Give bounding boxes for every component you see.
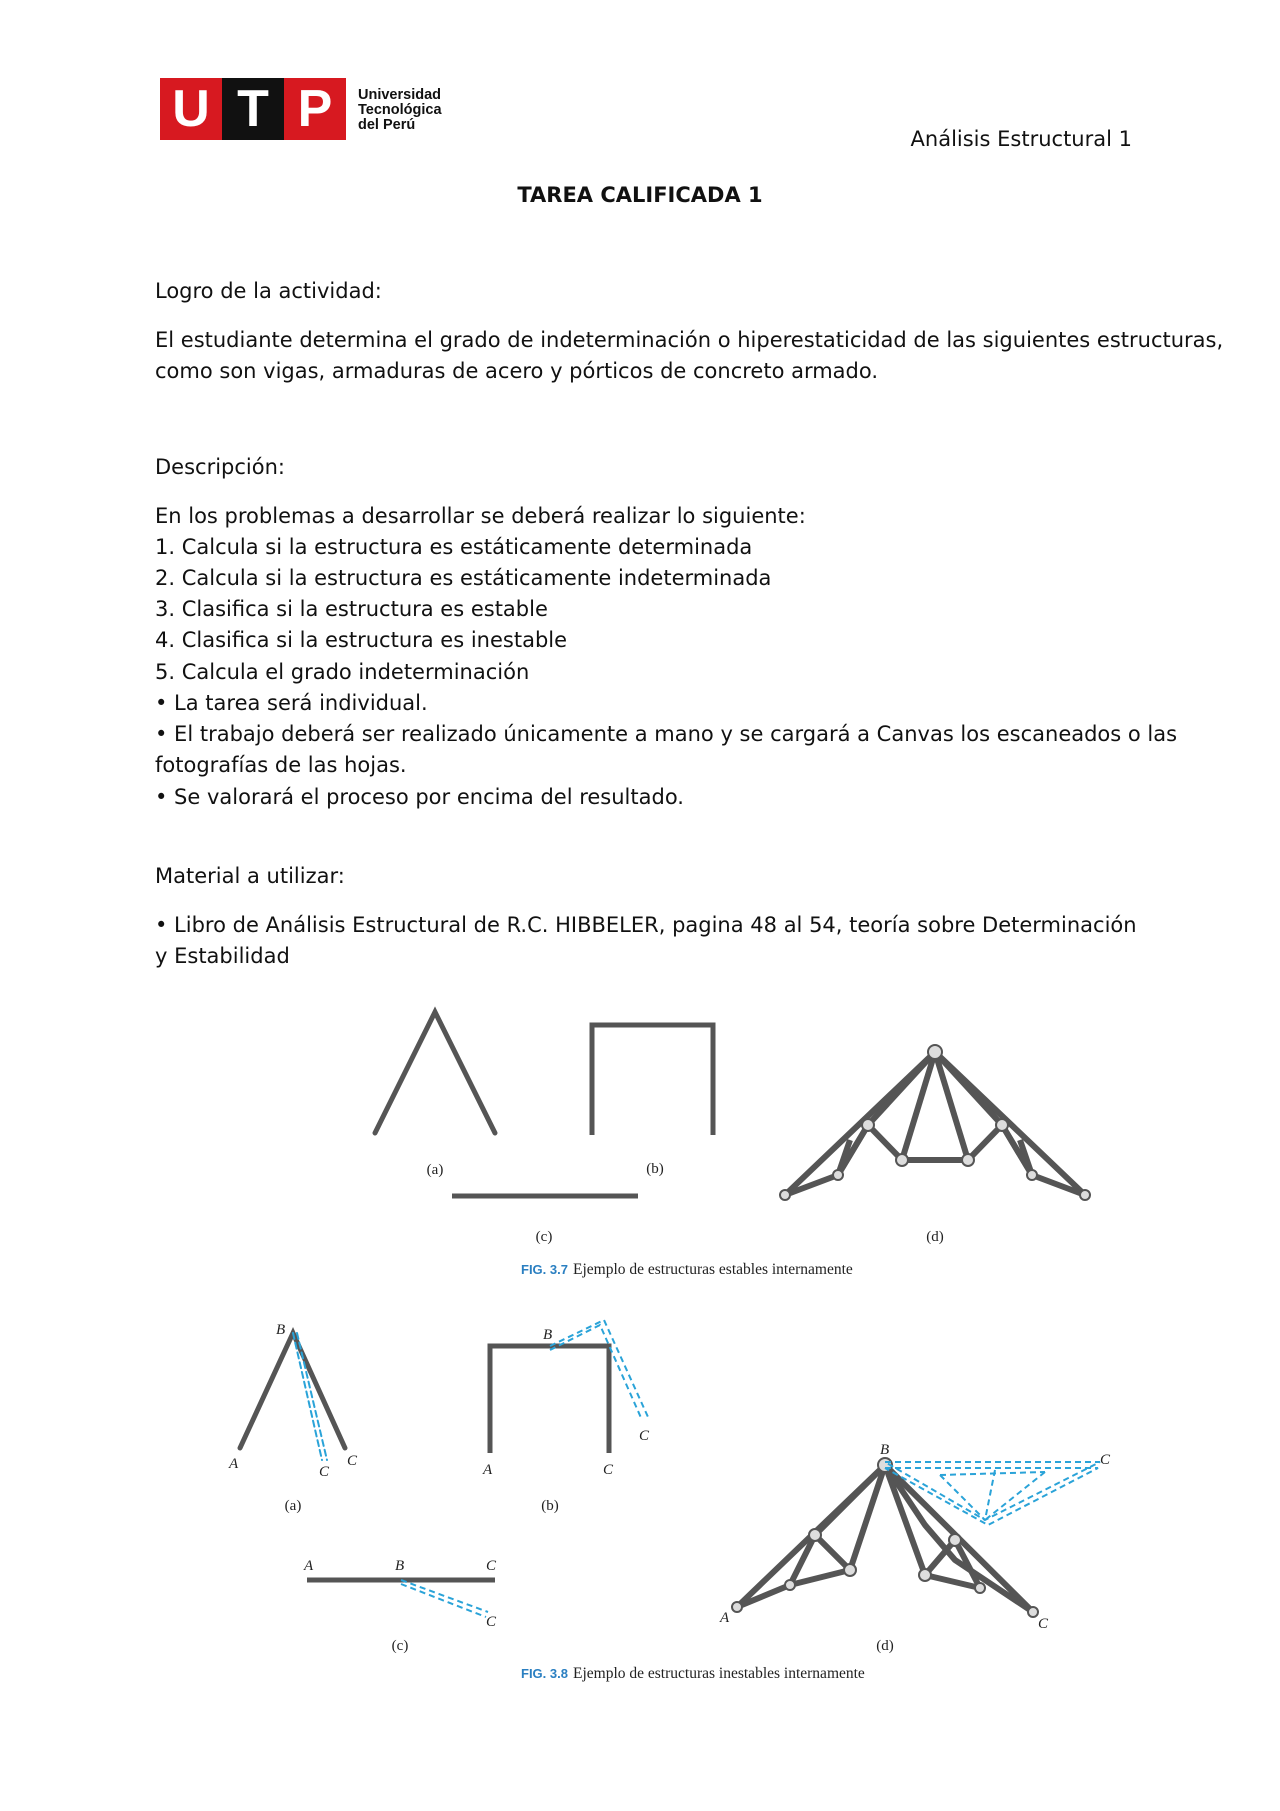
- fig38-c-point-b: B: [395, 1558, 405, 1574]
- fig38-d-point-c-moved: C: [1100, 1452, 1111, 1468]
- descripcion-line-6: 5. Calcula el grado indeterminación: [155, 660, 530, 684]
- fig38-label-b: (b): [541, 1498, 559, 1514]
- fig38-d-point-b: B: [880, 1442, 890, 1458]
- fig38-a-point-b: B: [276, 1322, 286, 1338]
- fig37-b-structure: [592, 1025, 713, 1135]
- fig38-d-point-a: A: [720, 1610, 730, 1626]
- page-title: TAREA CALIFICADA 1: [517, 183, 763, 207]
- logro-line-1: El estudiante determina el grado de indeterminación o hiperestaticidad de las siguientes estructuras,: [155, 328, 1224, 352]
- fig38-caption-number: FIG. 3.8: [521, 1666, 568, 1681]
- logro-line-2: como son vigas, armaduras de acero y pórticos de concreto armado.: [155, 359, 879, 383]
- material-heading: Material a utilizar:: [155, 864, 345, 888]
- descripcion-line-5: 4. Clasifica si la estructura es inestable: [155, 628, 568, 652]
- fig37-label-d: (d): [926, 1229, 944, 1245]
- descripcion-line-7: • La tarea será individual.: [155, 691, 428, 715]
- fig38-d-truss: [737, 1465, 1033, 1612]
- descripcion-line-1: En los problemas a desarrollar se deberá realizar lo siguiente:: [155, 504, 806, 528]
- fig38-d-point-c: C: [1038, 1616, 1049, 1632]
- fig38-caption-text: Ejemplo de estructuras inestables internamente: [573, 1665, 865, 1682]
- descripcion-line-4: 3. Clasifica si la estructura es estable: [155, 597, 548, 621]
- logo-name-line-2: Tecnológica: [358, 102, 442, 118]
- fig38-a-point-c-moved: C: [319, 1464, 330, 1480]
- course-name: Análisis Estructural 1: [910, 127, 1132, 151]
- material-line-1: • Libro de Análisis Estructural de R.C. HIBBELER, pagina 48 al 54, teoría sobre Determinación: [155, 913, 1137, 937]
- fig38-b-point-c-moved: C: [639, 1428, 650, 1444]
- material-line-2: y Estabilidad: [155, 944, 290, 968]
- fig38-b-point-b: B: [543, 1327, 553, 1343]
- fig37-label-c: (c): [535, 1229, 553, 1245]
- fig38-a-point-a: A: [229, 1456, 239, 1472]
- fig38-c-point-c: C: [486, 1558, 497, 1574]
- fig37-caption-number: FIG. 3.7: [521, 1262, 568, 1277]
- fig38-label-c: (c): [391, 1638, 409, 1654]
- descripcion-line-9: fotografías de las hojas.: [155, 753, 407, 777]
- fig37-a-structure: [375, 1012, 495, 1133]
- descripcion-heading: Descripción:: [155, 455, 285, 479]
- descripcion-line-8: • El trabajo deberá ser realizado únicamente a mano y se cargará a Canvas los escaneados o las: [155, 722, 1178, 746]
- fig38-label-d: (d): [876, 1638, 894, 1654]
- logo-letter-u: U: [172, 80, 210, 138]
- descripcion-line-3: 2. Calcula si la estructura es estáticamente indeterminada: [155, 566, 772, 590]
- fig38-b-point-c: C: [603, 1462, 614, 1478]
- fig38-a-structure: [240, 1333, 345, 1460]
- fig38-b-point-a: A: [483, 1462, 493, 1478]
- logo-name-line-1: Universidad: [358, 87, 441, 103]
- fig38-a-point-c: C: [347, 1453, 358, 1469]
- logo-letter-p: P: [297, 80, 333, 138]
- fig38-c-point-c-moved: C: [486, 1614, 497, 1630]
- fig37-label-b: (b): [646, 1161, 664, 1177]
- fig38-c-point-a: A: [304, 1558, 314, 1574]
- logo-name-line-3: del Perú: [358, 117, 416, 133]
- logro-heading: Logro de la actividad:: [155, 279, 382, 303]
- fig37-label-a: (a): [426, 1162, 444, 1178]
- logo-letter-t: T: [237, 80, 269, 138]
- fig38-label-a: (a): [284, 1498, 302, 1514]
- fig37-caption-text: Ejemplo de estructuras estables internamente: [573, 1261, 853, 1278]
- fig38-b-structure: [490, 1320, 648, 1453]
- descripcion-line-10: • Se valorará el proceso por encima del resultado.: [155, 785, 684, 809]
- fig37-d-truss: [785, 1052, 1085, 1195]
- fig38-c-structure: [307, 1580, 495, 1617]
- descripcion-line-2: 1. Calcula si la estructura es estáticamente determinada: [155, 535, 753, 559]
